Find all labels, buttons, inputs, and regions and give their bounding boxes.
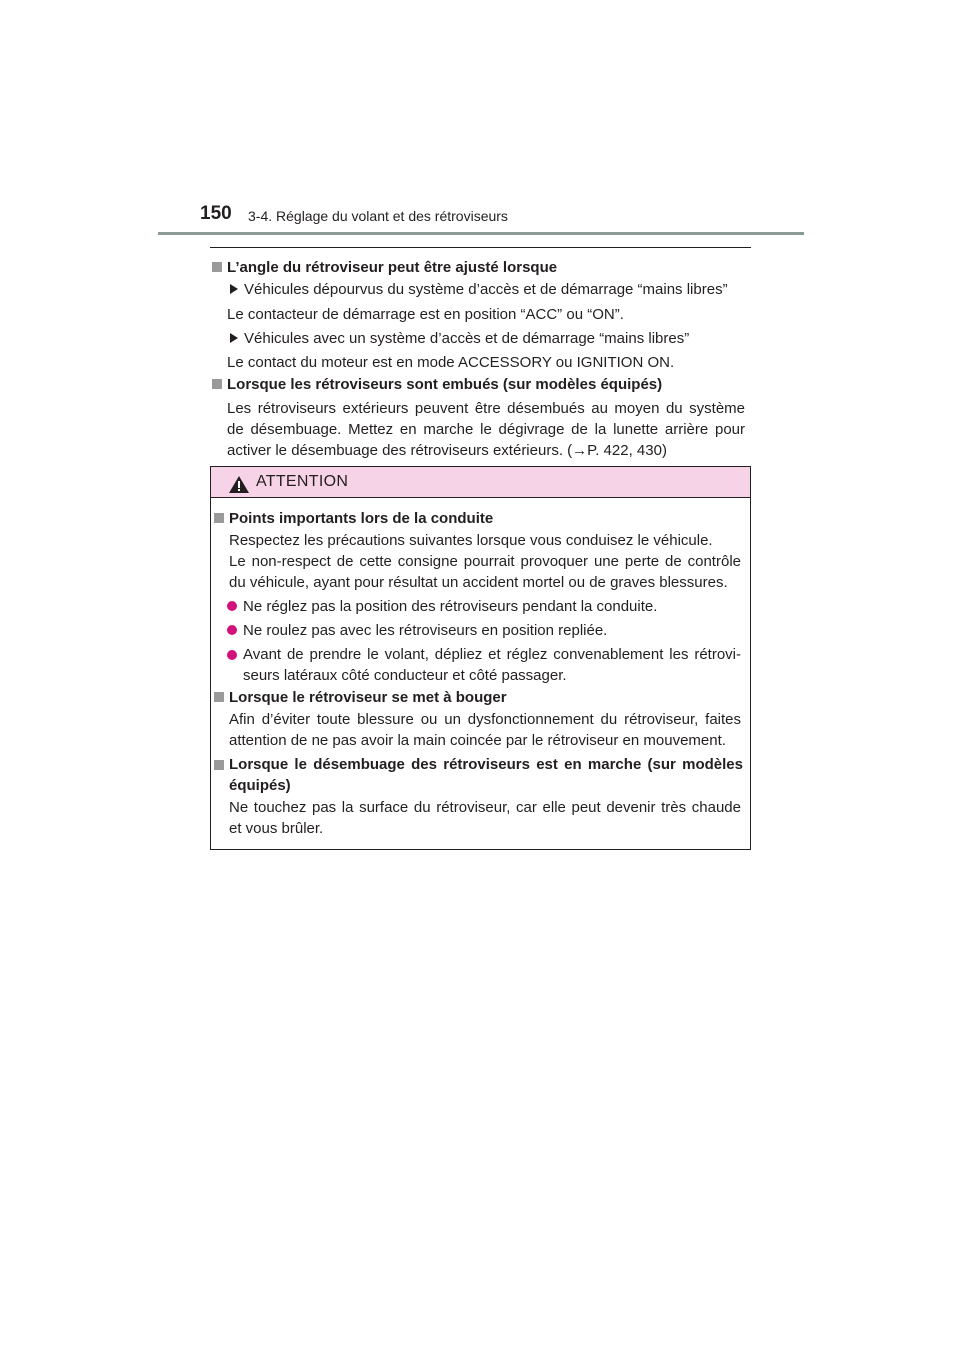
caution-bullet3-line2: seurs latéraux côté conducteur et côté passager. <box>243 667 567 684</box>
section2-line: Les rétroviseurs extérieurs peuvent être désembués au moyen du système <box>227 400 745 417</box>
section1-item1-text: Le contacteur de démarrage est en position “ACC” ou “ON”. <box>227 306 624 323</box>
section1-item1-label: Véhicules dépourvus du système d’accès et de démarrage “mains libres” <box>230 279 728 301</box>
bullet-dot-icon <box>227 625 237 635</box>
caution-block3-line: Ne touchez pas la surface du rétroviseur, car elle peut devenir très chaude <box>229 799 741 816</box>
triangle-marker-icon <box>230 284 238 294</box>
square-marker-icon <box>214 692 224 702</box>
square-marker-icon <box>214 513 224 523</box>
square-marker-icon <box>212 262 222 272</box>
triangle-marker-icon <box>230 333 238 343</box>
section1-item2-text: Le contact du moteur est en mode ACCESSORY ou IGNITION ON. <box>227 354 675 371</box>
caution-block3-heading-line2: équipés) <box>229 777 291 794</box>
caution-block1-line: Le non-respect de cette consigne pourrait provoquer une perte de contrôle <box>229 553 741 570</box>
section2-line: activer le désembuage des rétroviseurs extérieurs. (→P. 422, 430) <box>227 442 667 459</box>
square-marker-icon <box>214 760 224 770</box>
section2-line: de désembuage. Mettez en marche le dégivrage de la lunette arrière pour <box>227 421 745 438</box>
section2-heading: Lorsque les rétroviseurs sont embués (sur modèles équipés) <box>212 374 662 396</box>
caution-block2-heading: Lorsque le rétroviseur se met à bouger <box>214 687 507 709</box>
caution-block2-line: attention de ne pas avoir la main coincée par le rétroviseur en mouvement. <box>229 732 726 749</box>
content-rule <box>210 247 751 248</box>
bullet-dot-icon <box>227 650 237 660</box>
caution-block2-line: Afin d’éviter toute blessure ou un dysfonctionnement du rétroviseur, faites <box>229 711 741 728</box>
caution-block1-heading: Points importants lors de la conduite <box>214 508 493 530</box>
page-number: 150 <box>200 203 232 224</box>
section1-item2-label: Véhicules avec un système d’accès et de démarrage “mains libres” <box>230 328 689 350</box>
caution-title: ATTENTION <box>256 473 349 490</box>
section-title: 3-4. Réglage du volant et des rétroviseurs <box>248 208 508 224</box>
caution-block3-line: et vous brûler. <box>229 820 324 837</box>
caution-bullet: Ne réglez pas la position des rétroviseurs pendant la conduite. <box>227 596 657 618</box>
square-marker-icon <box>212 379 222 389</box>
bullet-dot-icon <box>227 601 237 611</box>
caution-bullet <box>227 644 741 666</box>
caution-header <box>211 467 750 498</box>
header-rule <box>158 232 804 235</box>
warning-triangle-icon <box>229 476 249 493</box>
caution-bullet: Ne roulez pas avec les rétroviseurs en position repliée. <box>227 620 607 642</box>
caution-block3-heading: Lorsque le désembuage des rétroviseurs est en marche (sur modèles <box>214 754 743 776</box>
caution-block1-line: Respectez les précautions suivantes lorsque vous conduisez le véhicule. <box>229 532 713 549</box>
caution-bullet3-line1: Avant de prendre le volant, dépliez et réglez convenablement les rétrovi- <box>243 646 741 663</box>
section1-heading: L’angle du rétroviseur peut être ajusté lorsque <box>212 257 557 279</box>
caution-block1-line: du véhicule, ayant pour résultat un accident mortel ou de graves blessures. <box>229 574 728 591</box>
